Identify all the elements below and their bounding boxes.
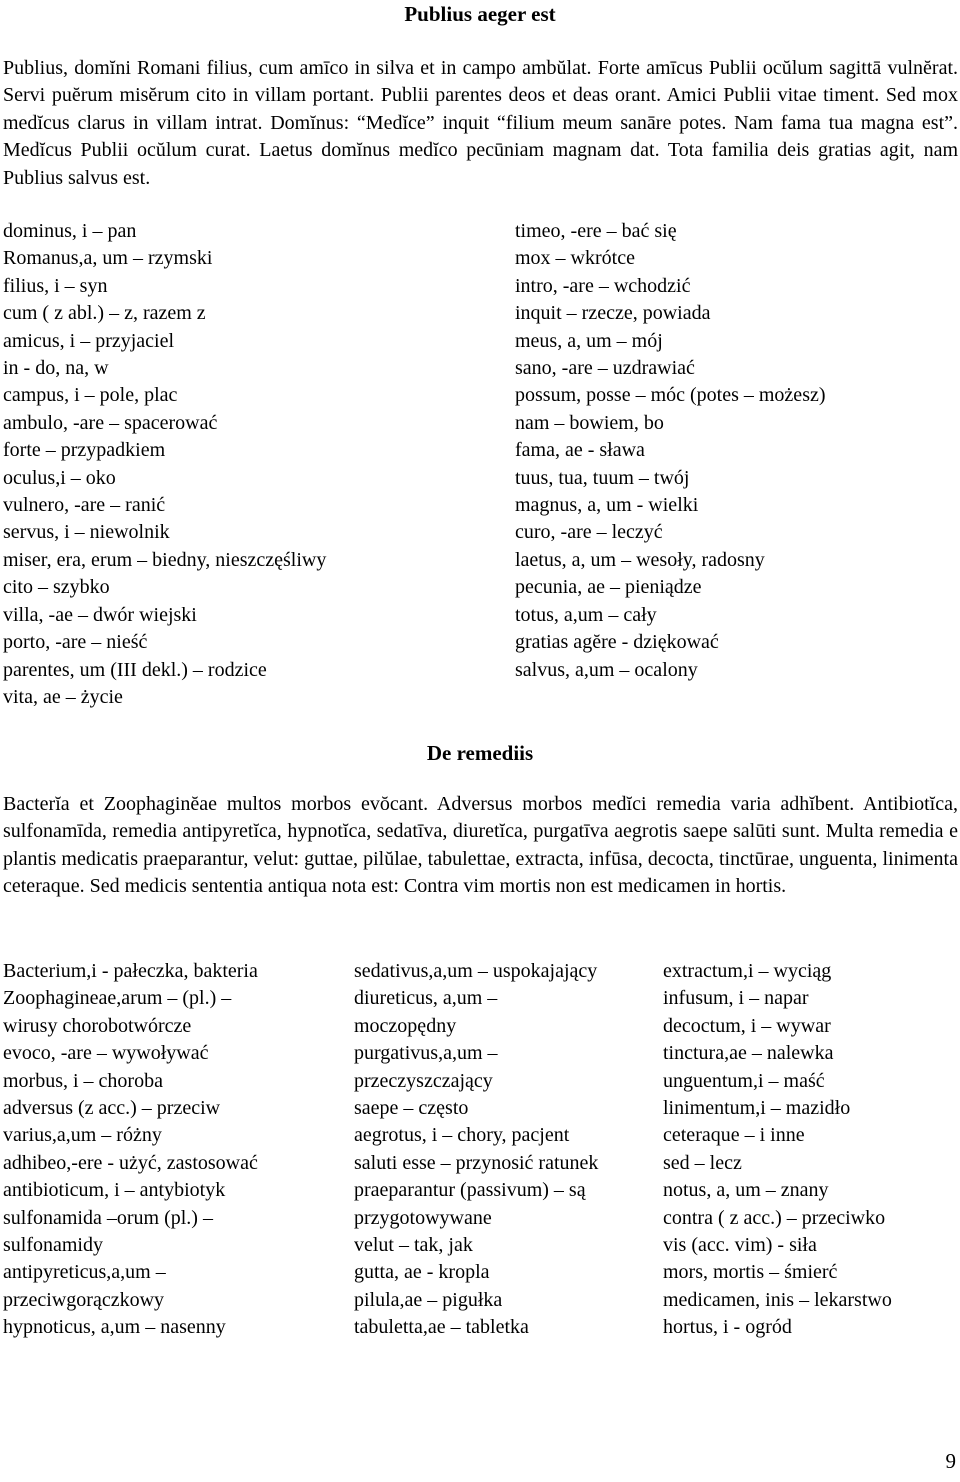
vocab-entry: vis (acc. vim) - siła <box>663 1234 817 1257</box>
vocab-entry: villa, -ae – dwór wiejski <box>3 603 197 626</box>
vocab-entry: unguentum,i – maść <box>663 1069 825 1092</box>
vocab-entry: parentes, um (III dekl.) – rodzice <box>3 658 267 681</box>
vocab-entry: in - do, na, w <box>3 357 109 380</box>
section-title-publius: Publius aeger est <box>404 2 556 26</box>
vocab-entry: cito – szybko <box>3 576 110 599</box>
vocab-entry: extractum,i – wyciąg <box>663 960 832 982</box>
reading-paragraph-remediis: Bacterĭa et Zoophaginĕae multos morbos evŏcant. Adversus morbos medĭci remedia varia adhĭbent. Antibiotĭca, sulfonamīda, remedia antipyretĭca, hypnotĭca, sedatīva, diuretĭca, purgatīva aegrotis saepe salūti sunt. Multa remedia e plantis medicatis praeparantur, velut: guttae, pilŭlae, tabulettae, extracta, infūsa, decocta, tinctūrae, unguenta, linimenta ceteraque. Sed medicis sententia antiqua nota est: Contra vim mortis non est medicamen in hortis. <box>3 793 958 898</box>
vocab-entry: Bacterium,i - pałeczka, bakteria <box>3 960 258 982</box>
vocab-entry: timeo, -ere – bać się <box>515 220 677 242</box>
vocab-entry: medicamen, inis – lekarstwo <box>663 1288 892 1311</box>
vocab-entry: sed – lecz <box>663 1151 742 1174</box>
vocab-entry: laetus, a, um – wesoły, radosny <box>515 548 765 571</box>
vocab-entry: moczopędny <box>354 1014 457 1037</box>
vocab-entry: sedativus,a,um – uspokajający <box>354 960 598 982</box>
vocab-entry: adversus (z acc.) – przeciw <box>3 1097 221 1120</box>
vocab-entry: antipyreticus,a,um – <box>3 1261 166 1284</box>
vocab-entry: cum ( z abl.) – z, razem z <box>3 302 206 325</box>
vocab-list-remediis-col3 <box>663 958 892 1342</box>
vocab-entry: sulfonamidy <box>3 1234 103 1257</box>
vocab-list-remediis-col2 <box>354 958 598 1342</box>
vocab-entry: evoco, -are – wywoływać <box>3 1042 209 1065</box>
vocab-entry: przygotowywane <box>354 1206 492 1229</box>
vocab-entry: saepe – często <box>354 1097 469 1120</box>
vocab-entry: vita, ae – życie <box>3 685 123 708</box>
vocab-list-publius-left <box>3 218 326 711</box>
vocab-entry: fama, ae - sława <box>515 439 645 462</box>
vocab-entry: campus, i – pole, plac <box>3 384 178 407</box>
vocab-entry: tuus, tua, tuum – twój <box>515 466 690 489</box>
reading-paragraph-publius: Publius, domĭni Romani filius, cum amīco in silva et in campo ambŭlat. Forte amīcus Publii ocŭlum sagittā vulnĕrat. Servi puĕrum misĕrum cito in villam portant. Publii parentes deos et deas orant. Amici Publii vitae timent. Sed mox medĭcus clarus in villam intrat. Domĭnus: “Medĭce” inquit “filium meum sanāre potes. Nam fama tua magna est”. Medĭcus Publii ocŭlum curat. Laetus domĭnus medĭco pecūniam magnam dat. Tota familia deis gratias agit, nam Publius salvus est. <box>3 57 958 189</box>
vocab-entry: vulnero, -are – ranić <box>3 494 166 517</box>
vocab-entry: przeczyszczający <box>354 1069 493 1092</box>
vocab-entry: hypnoticus, a,um – nasenny <box>3 1316 226 1339</box>
vocab-entry: pilula,ae – pigułka <box>354 1288 503 1311</box>
vocab-entry: aegrotus, i – chory, pacjent <box>354 1124 570 1147</box>
vocab-entry: varius,a,um – różny <box>3 1124 162 1147</box>
vocab-entry: forte – przypadkiem <box>3 439 166 462</box>
vocab-entry: antibioticum, i – antybiotyk <box>3 1179 226 1202</box>
vocab-entry: possum, posse – móc (potes – możesz) <box>515 384 826 407</box>
vocab-entry: diureticus, a,um – <box>354 987 498 1010</box>
vocab-entry: praeparantur (passivum) – są <box>354 1179 586 1202</box>
vocab-entry: Romanus,a, um – rzymski <box>3 247 213 270</box>
vocab-entry: contra ( z acc.) – przeciwko <box>663 1206 886 1229</box>
vocab-entry: oculus,i – oko <box>3 466 116 489</box>
vocab-entry: linimentum,i – mazidło <box>663 1097 851 1120</box>
vocab-entry: ceteraque – i inne <box>663 1124 805 1147</box>
vocab-entry: saluti esse – przynosić ratunek <box>354 1151 599 1174</box>
vocab-entry: decoctum, i – wywar <box>663 1014 831 1037</box>
vocab-entry: magnus, a, um - wielki <box>515 494 699 517</box>
vocab-entry: filius, i – syn <box>3 274 108 297</box>
vocab-list-remediis-col1 <box>3 958 258 1342</box>
vocab-entry: amicus, i – przyjaciel <box>3 329 175 352</box>
vocab-entry: velut – tak, jak <box>354 1234 473 1257</box>
vocab-entry: salvus, a,um – ocalony <box>515 658 698 681</box>
vocab-entry: adhibeo,-ere - użyć, zastosować <box>3 1151 258 1174</box>
vocab-entry: sano, -are – uzdrawiać <box>515 357 695 380</box>
vocab-entry: porto, -are – nieść <box>3 631 148 654</box>
section-title-remediis: De remediis <box>426 741 534 765</box>
vocab-entry: meus, a, um – mój <box>515 329 663 352</box>
vocab-entry: mors, mortis – śmierć <box>663 1261 838 1284</box>
vocab-entry: wirusy chorobotwórcze <box>3 1014 192 1037</box>
vocab-entry: dominus, i – pan <box>3 220 137 242</box>
vocab-entry: ambulo, -are – spacerować <box>3 411 218 434</box>
vocab-entry: intro, -are – wchodzić <box>515 274 691 297</box>
vocab-entry: servus, i – niewolnik <box>3 521 170 544</box>
vocab-entry: infusum, i – napar <box>663 987 809 1010</box>
vocab-entry: mox – wkrótce <box>515 247 635 270</box>
vocab-entry: purgativus,a,um – <box>354 1042 498 1065</box>
vocab-entry: notus, a, um – znany <box>663 1179 829 1202</box>
vocab-entry: gutta, ae - kropla <box>354 1261 490 1284</box>
vocab-entry: totus, a,um – cały <box>515 603 657 626</box>
vocab-entry: inquit – rzecze, powiada <box>515 302 711 325</box>
vocab-entry: hortus, i - ogród <box>663 1316 792 1339</box>
vocab-entry: przeciwgorączkowy <box>3 1288 165 1311</box>
vocab-entry: gratias agĕre - dziękować <box>515 631 719 654</box>
vocab-entry: miser, era, erum – biedny, nieszczęśliwy <box>3 548 327 571</box>
vocab-entry: tabuletta,ae – tabletka <box>354 1316 529 1339</box>
vocab-entry: nam – bowiem, bo <box>515 411 664 434</box>
vocab-entry: tinctura,ae – nalewka <box>663 1042 834 1065</box>
vocab-entry: pecunia, ae – pieniądze <box>515 576 702 599</box>
vocab-entry: curo, -are – leczyć <box>515 521 663 544</box>
vocab-entry: sulfonamida –orum (pl.) – <box>3 1206 213 1229</box>
vocab-list-publius-right <box>515 218 826 684</box>
page-number: 9 <box>945 1449 956 1473</box>
vocab-entry: Zoophagineae,arum – (pl.) – <box>3 987 232 1010</box>
vocab-entry: morbus, i – choroba <box>3 1069 163 1092</box>
